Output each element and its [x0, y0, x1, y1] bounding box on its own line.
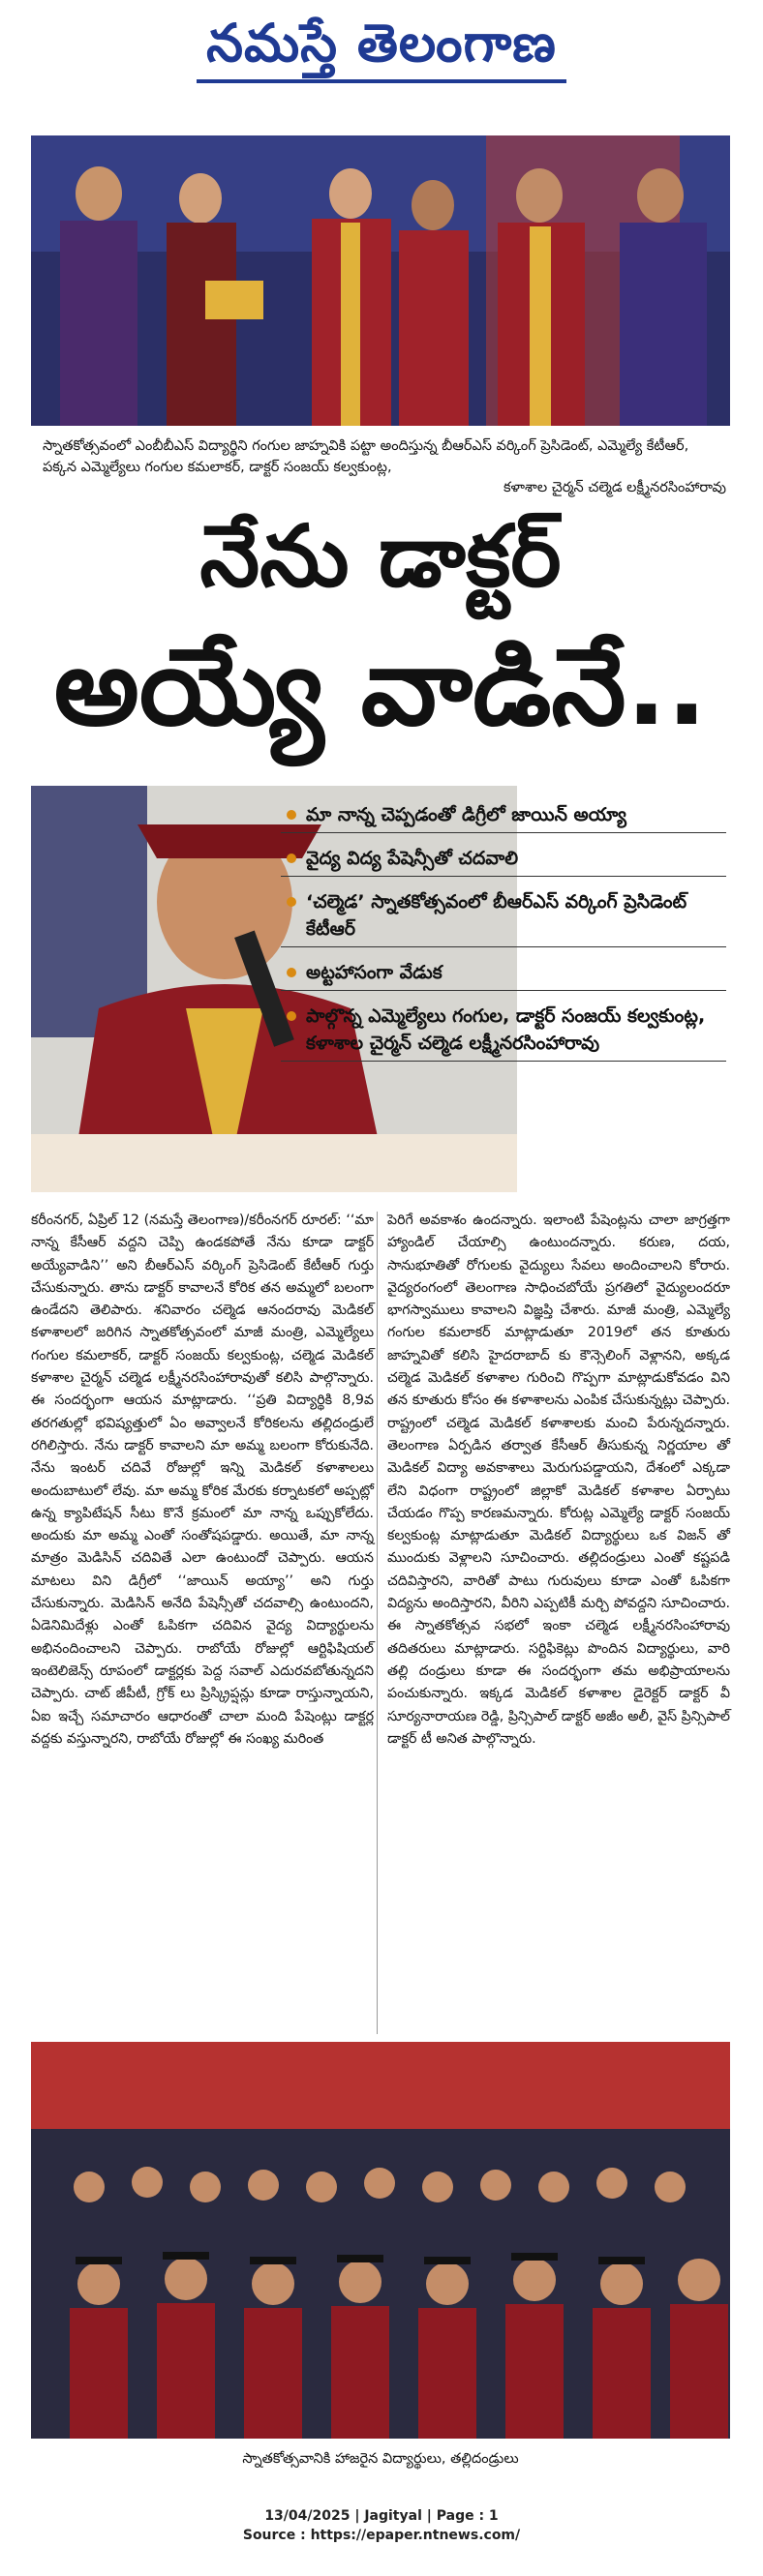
bullet-icon [287, 854, 296, 863]
article-column-1: కరీంనగర్, ఏప్రిల్ 12 (నమస్తే తెలంగాణ)/కరీంనగర్ రూరల్: ‘‘మా నాన్న కేసీఆర్ వద్దని చెప్పి ఉండకపోతే నేను కూడా డాక్టర్ అయ్యేవాడిని’’ అని బీఆర్ఎస్ వర్కింగ్ ప్రెసిడెంట్ కేటీఆర్ గుర్తు చేసుకున్నారు. తాను డాక్టర్ కావాలనే కోరిక తన అమ్మలో బలంగా ఉండేదని తెలిపారు. శనివారం చల్మెడ ఆనందరావు మెడికల్ కళాశాలలో జరిగిన స్నాతకోత్సవంలో మాజీ మంత్రి, ఎమ్మెల్యేలు గంగుల కమలాకర్, డాక్టర్ సంజయ్ కల్వకుంట్ల, చల్మెడ మెడికల్ కళాశాల చైర్మన్ చల్మెడ లక్ష్మీనరసింహారావుతో కలిసి పాల్గొన్నారు. ఈ సందర్భంగా ఆయన మాట్లాడారు. ‘‘ప్రతి విద్యార్థికి 8,9వ తరగతుల్లో భవిష్యత్తులో ఏం అవ్వాలనే కోరికలను తల్లిదండ్రులే రగిలిస్తారు. నేను డాక్టర్ కావాలని మా అమ్మ బలంగా కోరుకునేది. నేను ఇంటర్ చదివే రోజుల్లో ఇన్ని మెడికల్ కళాశాలలు అందుబాటులో లేవు. మా అమ్మ కోరిక మేరకు కర్నాటకలో అప్పట్లో ఉన్న క్యాపిటేషన్ సీటు కొనే క్రమంలో మా నాన్న ఒప్పుకోలేదు. అందుకు మా అమ్మ ఎంతో సంతోషపడ్డారు. అయితే, మా నాన్న మాత్రం మెడిసిన్ చదివితే ఎలా ఉంటుందో చెప్పారు. ఆయన మాటలు విని డిగ్రీలో ‘‘జాయిన్ అయ్యా’’ అని గుర్తు చేసుకున్నారు. మెడిసిన్ అనేది పేషెన్సీతో చదవాల్సి ఉంటుందని, ఏడెనిమిదేళ్లు ఎంతో ఓపికగా చదివిన వైద్య విద్యార్థులను అభినందించాలని చెప్పారు. రాబోయే రోజుల్లో ఆర్టిఫిషియల్ ఇంటెలిజెన్స్ రూపంలో డాక్టర్లకు పెద్ద సవాల్ ఎదురవబోతున్నదని చెప్పారు. చాట్ జీపీటీ, గ్రోక్ లు ప్రిస్క్రిప్షన్లు కూడా రాస్తున్నాయని, ఏఐ ఇచ్చే సమాచారం ఆధారంతో చాలా మంది పేషెంట్లు డాక్టర్ల వద్దకు వస్తున్నారని, రాబోయే రోజుల్లో ఈ సంఖ్య మరింత [31, 1213, 374, 1747]
top-photo-caption-tail: కళాశాల చైర్మన్ చల్మెడ లక్ష్మీనరసింహారావు [503, 480, 726, 495]
graduates-illustration [31, 2042, 730, 2439]
bottom-photo-caption: స్నాతకోత్సవానికి హాజరైన విద్యార్థులు, తల్లిదండ్రులు [242, 2451, 519, 2467]
audience-photo [31, 2042, 730, 2439]
article-column-2: పెరిగే అవకాశం ఉందన్నారు. ఇలాంటి పేషెంట్లను చాలా జాగ్రత్తగా హ్యాండిల్ చేయాల్సి ఉంటుందన్నారు. కరుణ, దయ, సానుభూతితో రోగులకు వైద్యులు సేవలు అందించాలని కోరారు. వైద్యరంగంలో తెలంగాణ సాధించబోయే ప్రగతిలో వైద్యులందరూ భాగస్వాములు కావాలని విజ్ఞప్తి చేశారు. మాజీ మంత్రి, ఎమ్మెల్యే గంగుల కమలాకర్ మాట్లాడుతూ 2019లో తన కూతురు జాహ్నవితో కలిసి హైదరాబాద్ కు కౌన్సెలింగ్ వెళ్లానని, అక్కడ చల్మెడ మెడికల్ కళాశాల గురించి గొప్పగా మాట్లాడుకోవడం విని తన కూతురు కోసం ఈ కళాశాలను ఎంపిక చేసుకున్నట్లు చెప్పారు. రాష్ట్రంలో చల్మెడ మెడికల్ కళాశాలకు మంచి పేరున్నదన్నారు. తెలంగాణ ఏర్పడిన తర్వాత కేసీఆర్ తీసుకున్న నిర్ణయాల తో మెడికల్ విద్యా అవకాశాలు మెరుగుపడ్డాయని, దేశంలో ఎక్కడా లేని విధంగా రాష్ట్రంలో జిల్లాకో మెడికల్ కళాశాల ఏర్పాటు చేయడం గొప్ప కారణమన్నారు. కోరుట్ల ఎమ్మెల్యే డాక్టర్ సంజయ్ కల్వకుంట్ల మాట్లాడుతూ మెడికల్ విద్యార్థులు ఒక విజన్ తో ముందుకు వెళ్లాలని సూచించారు. తల్లిదండ్రులు ఎంతో కష్టపడి చదివిస్తారని, వారితో పాటు గురువులు కూడా ఎంతో ఓపికగా విద్యను అందిస్తారని, వీరిని ఎప్పటికీ మర్చి పోవద్దని సూచించారు. ఈ స్నాతకోత్సవ సభలో ఇంకా చల్మెడ లక్ష్మీనరసింహారావు తదితరులు మాట్లాడారు. సర్టిఫికెట్లు పొందిన విద్యార్థులు, వారి తల్లి దండ్రులు కూడా ఈ సందర్భంగా తమ అభిప్రాయాలను పంచుకున్నారు. ఇక్కడ మెడికల్ కళాశాల డైరెక్టర్ డాక్టర్ వీ సూర్యనారాయణ రెడ్డి, ప్రిన్సిపాల్ డాక్టర్ అజీం అలీ, వైస్ ప్రిన్సిపాల్ డాక్టర్ టీ అనిత పాల్గొన్నారు. [387, 1213, 730, 1747]
highlight-item: అట్టహాసంగా వేడుక [281, 957, 726, 991]
convocation-stage-illustration [31, 135, 730, 426]
highlight-item: ‘చల్మెడ’ స్నాతకోత్సవంలో బీఆర్ఎస్ వర్కింగ్ ప్రెసిడెంట్ కేటీఆర్ [281, 886, 726, 947]
edition-info: 13/04/2025 | Jagityal | Page : 1 [264, 2508, 499, 2524]
newspaper-logo: నమస్తే తెలంగాణ [197, 8, 566, 83]
highlight-item: మా నాన్న చెప్పడంతో డిగ్రీలో జాయిన్ అయ్యా [281, 799, 726, 833]
convocation-photo [31, 135, 730, 426]
headline-line-1: నేను డాక్టర్ [199, 506, 562, 606]
highlight-item: వైద్య విద్య పేషెన్సీతో చదవాలి [281, 843, 726, 877]
highlights-list [281, 799, 726, 1071]
top-photo-caption: స్నాతకోత్సవంలో ఎంబీబీఎస్ విద్యార్థిని గంగుల జాహ్నవికి పట్టా అందిస్తున్న బీఆర్ఎస్ వర్కింగ్ ప్రెసిడెంట్, ఎమ్మెల్యే కేటీఆర్, పక్కన ఎమ్మెల్యేలు గంగుల కమలాకర్, డాక్టర్ సంజయ్ కల్వకుంట్ల, [43, 438, 689, 475]
bullet-icon [287, 1011, 296, 1021]
bullet-icon [287, 897, 296, 907]
headline-line-2: అయ్యే వాడినే.. [53, 625, 708, 749]
highlight-item: పాల్గొన్న ఎమ్మెల్యేలు గంగుల, డాక్టర్ సంజయ్ కల్వకుంట్ల, కళాశాల చైర్మన్ చల్మెడ లక్ష్మీనరసింహారావు [281, 1001, 726, 1062]
bullet-icon [287, 968, 296, 977]
masthead [0, 8, 763, 85]
bullet-icon [287, 810, 296, 820]
source-link[interactable]: Source : https://epaper.ntnews.com/ [242, 2528, 521, 2543]
column-divider [377, 1212, 378, 2034]
